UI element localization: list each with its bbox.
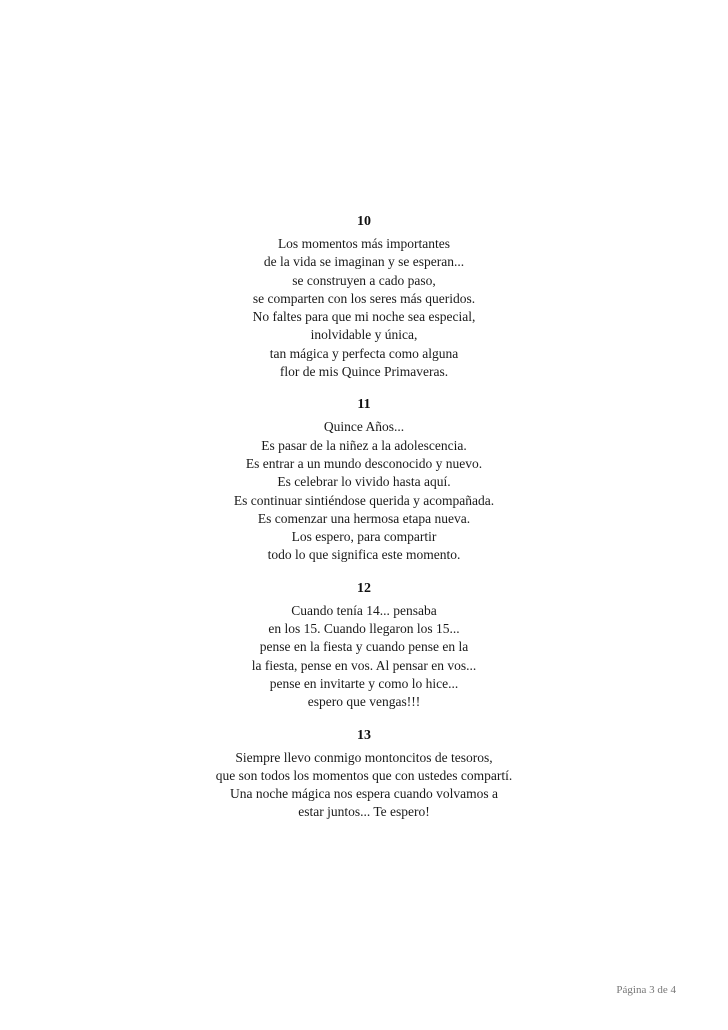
- poem-number: 12: [357, 580, 371, 596]
- poem-number: 11: [357, 397, 371, 413]
- page-number-footer: Página 3 de 4: [616, 984, 676, 996]
- poem-line: estar juntos... Te espero!: [298, 804, 430, 820]
- poem-line: inolvidable y única,: [310, 327, 418, 343]
- poem-11: [0, 395, 728, 564]
- poem-line: todo lo que significa este momento.: [267, 547, 461, 563]
- poem-line: Es entrar a un mundo desconocido y nuevo.: [245, 455, 483, 471]
- poem-line: Es celebrar lo vivido hasta aquí.: [277, 474, 451, 490]
- poem-line: Los momentos más importantes: [277, 236, 451, 251]
- poem-line: No faltes para que mi noche sea especial,: [252, 309, 476, 325]
- poem-line: la fiesta, pense en vos. Al pensar en vos...: [251, 657, 477, 673]
- poem-line: en los 15. Cuando llegaron los 15...: [268, 621, 460, 637]
- poem-line: pense en la fiesta y cuando pense en la: [259, 639, 469, 655]
- poem-line: pense en invitarte y como lo hice...: [269, 675, 459, 691]
- poem-line: se construyen a cado paso,: [292, 272, 436, 288]
- poem-line: Siempre llevo conmigo montoncitos de tesoros,: [235, 749, 493, 765]
- poem-13: [0, 726, 728, 822]
- poem-line: Es comenzar una hermosa etapa nueva.: [257, 510, 471, 526]
- poem-12: [0, 579, 728, 712]
- poem-line: de la vida se imaginan y se esperan...: [263, 254, 465, 270]
- poem-line: Los espero, para compartir: [291, 529, 437, 545]
- poem-line: flor de mis Quince Primaveras.: [279, 364, 449, 380]
- poem-line: Cuando tenía 14... pensaba: [291, 602, 437, 618]
- poem-line: tan mágica y perfecta como alguna: [269, 345, 459, 361]
- poem-line: Es continuar sintiéndose querida y acompañada.: [233, 492, 495, 508]
- poem-line: Una noche mágica nos espera cuando volvamos a: [229, 786, 499, 802]
- poem-10: [0, 212, 728, 381]
- poem-line: Quince Años...: [323, 419, 405, 435]
- poem-number: 13: [357, 727, 371, 743]
- poem-line: Es pasar de la niñez a la adolescencia.: [261, 437, 467, 453]
- poems-container: [0, 212, 728, 822]
- poem-line: se comparten con los seres más queridos.: [252, 290, 476, 306]
- poem-number: 10: [357, 214, 371, 229]
- poem-line: espero que vengas!!!: [307, 694, 421, 710]
- poem-line: que son todos los momentos que con ustedes compartí.: [215, 767, 513, 783]
